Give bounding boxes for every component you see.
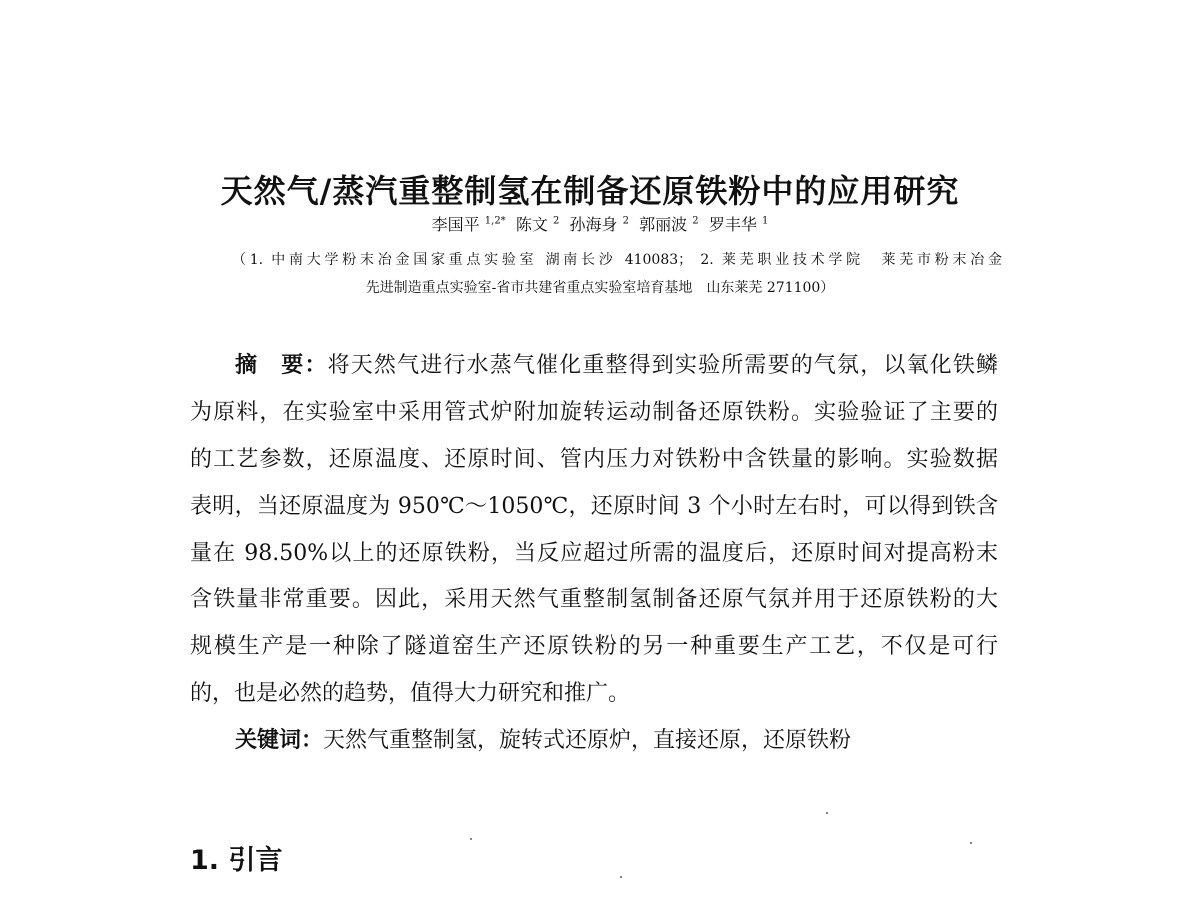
abstract-label: 摘 要： bbox=[235, 353, 328, 378]
abstract-line: 量在 98.50%以上的还原铁粉，当反应超过所需的温度后，还原时间对提高粉末 bbox=[190, 541, 998, 566]
abstract-line: 为原料，在实验室中采用管式炉附加旋转运动制备还原铁粉。实验验证了主要的 bbox=[190, 400, 998, 425]
scan-speck bbox=[826, 812, 828, 814]
author: 罗丰华 $^1$ bbox=[708, 215, 769, 234]
author-list bbox=[190, 212, 1010, 235]
abstract-line: 含铁量非常重要。因此，采用天然气重整制氢制备还原气氛并用于还原铁粉的大 bbox=[190, 587, 998, 612]
keywords-line bbox=[235, 727, 998, 755]
author: 陈文 $^2$ bbox=[515, 215, 560, 234]
scan-speck bbox=[970, 842, 972, 844]
scan-speck bbox=[470, 838, 472, 840]
keywords-label: 关键词： bbox=[235, 728, 324, 753]
paper-title: 天然气/蒸汽重整制氢在制备还原铁粉中的应用研究 bbox=[220, 172, 960, 210]
abstract-line: 的，也是必然的趋势，值得大力研究和推广。 bbox=[190, 681, 631, 706]
affiliation-line: 先进制造重点实验室-省市共建省重点实验室培育基地 山东莱芜 271100） bbox=[365, 280, 835, 296]
abstract-line: 的工艺参数，还原温度、还原时间、管内压力对铁粉中含铁量的影响。实验数据 bbox=[190, 447, 998, 472]
author: 郭丽波 $^2$ bbox=[639, 215, 699, 234]
section-heading: 1. 引言 bbox=[190, 845, 283, 876]
abstract-line: 规模生产是一种除了隧道窑生产还原铁粉的另一种重要生产工艺，不仅是可行 bbox=[190, 634, 998, 659]
affiliation-line: （1. 中南大学粉末冶金国家重点实验室 湖南长沙 410083； 2. 莱芜职业技术学院 莱芜市粉末冶金 bbox=[232, 252, 1002, 268]
author: 孙海身 $^2$ bbox=[569, 215, 629, 234]
keywords: 天然气重整制氢，旋转式还原炉，直接还原，还原铁粉 bbox=[323, 728, 852, 753]
abstract-line: 表明，当还原温度为 950℃～1050℃，还原时间 3 个小时左右时，可以得到铁含 bbox=[190, 494, 998, 519]
abstract-line: 摘 要：将天然气进行水蒸气催化重整得到实验所需要的气氛，以氧化铁鳞 bbox=[235, 353, 998, 378]
scan-speck bbox=[620, 876, 622, 878]
author: 李国平 $^{1,2*}$ bbox=[431, 215, 506, 234]
